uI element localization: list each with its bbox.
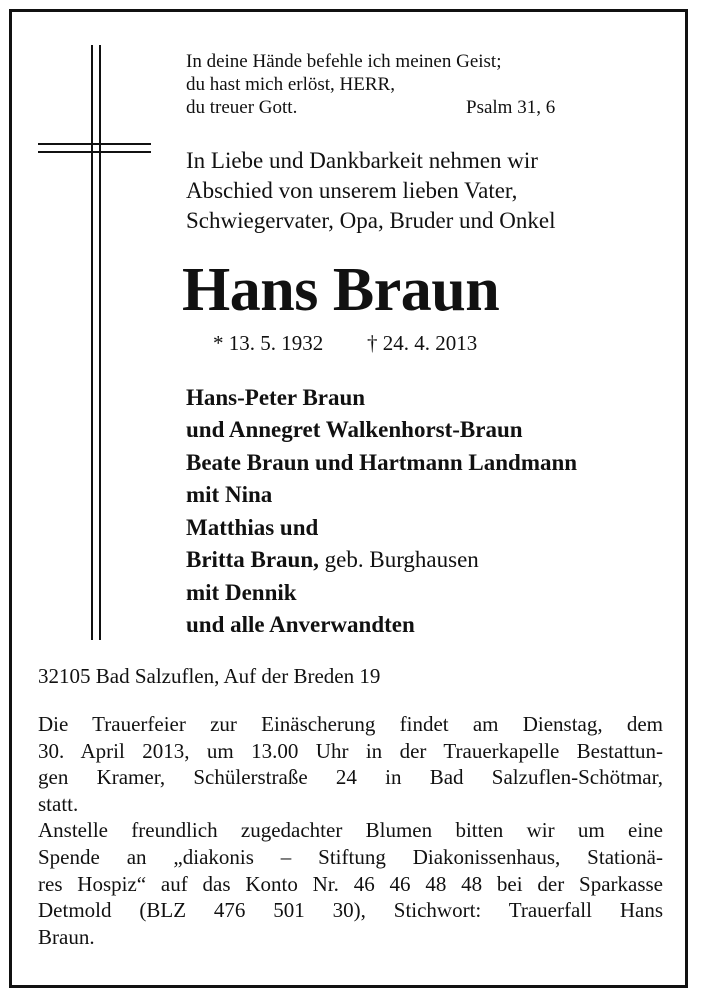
notice-line-7: res Hospiz“ auf das Konto Nr. 46 46 48 48 bei der Sparkasse [38, 871, 663, 896]
psalm-reference: Psalm 31, 6 [466, 97, 556, 118]
family-line-3: Beate Braun und Hartmann Landmann [186, 450, 578, 475]
family-line-1: Hans-Peter Braun [186, 385, 366, 410]
family-line-8: und alle Anverwandten [186, 612, 415, 637]
deceased-name: Hans Braun [182, 256, 500, 324]
cross-vertical-bar-left [91, 45, 93, 640]
notice-line-1: Die Trauerfeier zur Einäscherung findet am Dienstag, dem [38, 712, 663, 736]
intro-line-3: Schwiegervater, Opa, Bruder und Onkel [186, 208, 556, 233]
family-line-6-maiden-name: geb. Burghausen [324, 547, 479, 572]
notice-line-5: Anstelle freundlich zugedachter Blumen bitten wir um eine [38, 818, 663, 843]
notice-line-3: gen Kramer, Schülerstraße 24 in Bad Salzuflen-Schötmar, [38, 765, 663, 790]
family-address: 32105 Bad Salzuflen, Auf der Breden 19 [38, 664, 381, 688]
death-date: † 24. 4. 2013 [367, 331, 478, 355]
psalm-line-2: du hast mich erlöst, HERR, [186, 74, 395, 95]
psalm-line-3: du treuer Gott. [186, 97, 298, 118]
family-line-6 [186, 544, 479, 577]
psalm-line-1: In deine Hände befehle ich meinen Geist; [186, 51, 502, 72]
notice-line-6: Spende an „diakonis – Stiftung Diakonissenhaus, Stationä- [38, 844, 663, 869]
family-line-7: mit Dennik [186, 580, 297, 605]
cross-vertical-bar-right [99, 45, 101, 640]
family-line-4: mit Nina [186, 482, 273, 507]
notice-line-4: statt. [38, 791, 79, 816]
notice-line-9: Braun. [38, 924, 95, 949]
cross-horizontal-bar-top [38, 143, 151, 145]
intro-line-2: Abschied von unserem lieben Vater, [186, 178, 518, 203]
intro-line-1: In Liebe und Dankbarkeit nehmen wir [186, 148, 538, 173]
funeral-notice [38, 711, 663, 950]
notice-line-2: 30. April 2013, um 13.00 Uhr in der Trauerkapelle Bestattun- [38, 738, 663, 763]
notice-line-8: Detmold (BLZ 476 501 30), Stichwort: Trauerfall Hans [38, 898, 663, 923]
family-line-2: und Annegret Walkenhorst-Braun [186, 417, 523, 442]
family-line-5: Matthias und [186, 515, 319, 540]
cross-horizontal-bar-bottom [38, 151, 151, 153]
family-line-6-name: Britta Braun, [186, 547, 319, 572]
birth-date: * 13. 5. 1932 [213, 331, 324, 355]
